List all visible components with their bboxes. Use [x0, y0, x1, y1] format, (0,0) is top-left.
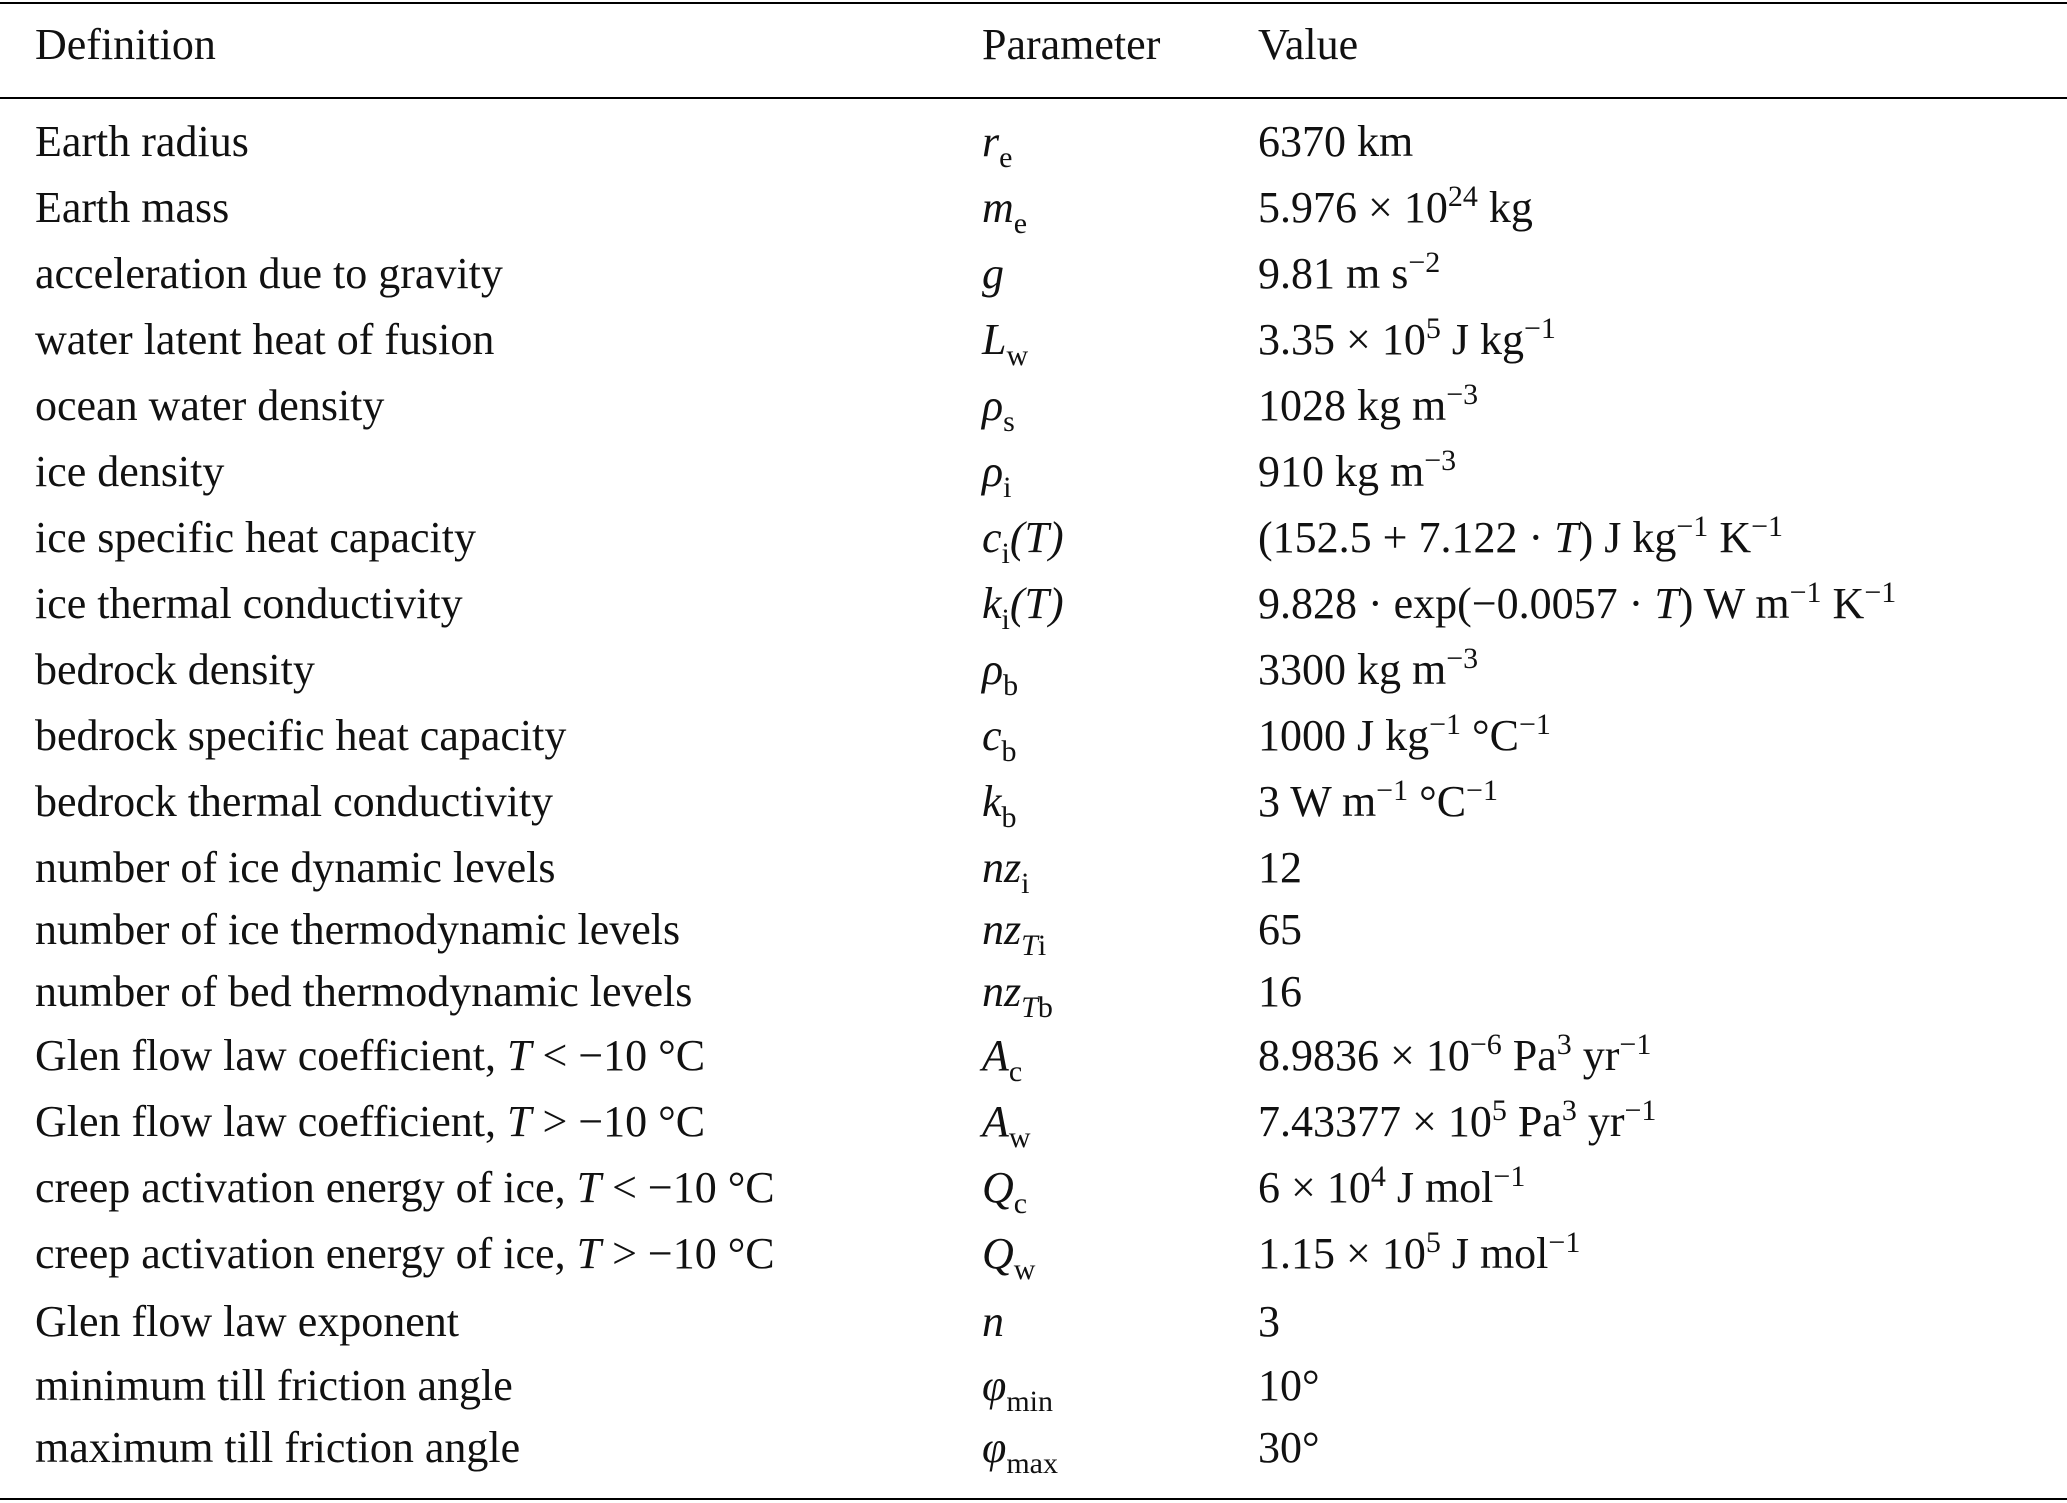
- parameter-cell: $m_e$: [982, 183, 1028, 240]
- parameter-cell: $k_i(T)$: [982, 579, 1064, 636]
- table-row: [0, 703, 2067, 769]
- header-parameter: Parameter: [982, 20, 1161, 69]
- value-cell: 6370 km: [1258, 117, 1414, 166]
- value-cell: $3.35 \times 10^5$ J $kg^{-1}$: [1258, 311, 1556, 364]
- table-row: [0, 769, 2067, 835]
- definition-cell: number of bed thermodynamic levels: [35, 967, 693, 1016]
- definition-cell: number of ice thermodynamic levels: [35, 905, 681, 954]
- parameter-cell: $c_i(T)$: [982, 513, 1064, 570]
- value-cell: 910 kg $m^{-3}$: [1258, 443, 1457, 496]
- header-rule: [0, 97, 2067, 99]
- definition-cell: bedrock thermal conductivity: [35, 777, 554, 826]
- definition-cell: acceleration due to gravity: [35, 249, 503, 298]
- definition-cell: Glen flow law exponent: [35, 1297, 459, 1346]
- table-row: [0, 109, 2067, 175]
- value-cell: 16: [1258, 967, 1302, 1016]
- table-row: [0, 307, 2067, 373]
- value-cell: 30°: [1258, 1423, 1320, 1472]
- value-cell: $8.9836 \times 10^{-6}$ Pa$^3$ $yr^{-1}$: [1258, 1027, 1652, 1080]
- table-row: [0, 571, 2067, 637]
- parameter-cell: $\rho_s$: [982, 381, 1015, 438]
- parameter-cell: $c_b$: [982, 711, 1017, 768]
- table-row: [0, 1155, 2067, 1221]
- parameter-cell: $nz_{Tb}$: [982, 967, 1053, 1024]
- definition-cell: creep activation energy of ice, T < −10 °C: [35, 1163, 775, 1212]
- value-cell: 65: [1258, 905, 1302, 954]
- table-row: [0, 1221, 2067, 1287]
- definition-cell: ocean water density: [35, 381, 385, 430]
- parameter-cell: $\varphi_{max}$: [982, 1423, 1058, 1480]
- value-cell: 9.81 m $s^{-2}$: [1258, 245, 1441, 298]
- definition-cell: ice density: [35, 447, 225, 496]
- value-cell: 1000 J $kg^{-1}$ $^\circ C^{-1}$: [1258, 707, 1551, 760]
- value-cell: $5.976 \times 10^{24}$ kg: [1258, 179, 1533, 232]
- table-row: [0, 175, 2067, 241]
- value-cell: 3300 kg $m^{-3}$: [1258, 641, 1479, 694]
- definition-cell: water latent heat of fusion: [35, 315, 495, 364]
- definition-cell: ice specific heat capacity: [35, 513, 476, 562]
- value-cell: 10°: [1258, 1361, 1320, 1410]
- value-cell: 1028 kg $m^{-3}$: [1258, 377, 1479, 430]
- table-row: [0, 439, 2067, 505]
- top-rule: [0, 2, 2067, 4]
- table-row: [0, 959, 2067, 1025]
- table-row: [0, 1023, 2067, 1089]
- definition-cell: creep activation energy of ice, T > −10 °C: [35, 1229, 775, 1278]
- table-row: [0, 637, 2067, 703]
- definition-cell: bedrock density: [35, 645, 315, 694]
- definition-cell: number of ice dynamic levels: [35, 843, 556, 892]
- table-row: [0, 897, 2067, 963]
- value-cell: $7.43377 \times 10^5$ Pa$^3$ $yr^{-1}$: [1258, 1093, 1657, 1146]
- definition-cell: maximum till friction angle: [35, 1423, 521, 1472]
- parameter-cell: $k_b$: [982, 777, 1017, 834]
- parameter-cell: $\varphi_{min}$: [982, 1361, 1054, 1418]
- value-cell: (152.5 + 7.122 · T) J $kg^{-1}$ $K^{-1}$: [1258, 509, 1784, 562]
- value-cell: 3: [1258, 1297, 1280, 1346]
- header-definition: Definition: [35, 20, 216, 69]
- parameter-cell: $L_w$: [982, 315, 1029, 372]
- parameter-cell: $Q_w$: [982, 1229, 1036, 1286]
- definition-cell: Earth mass: [35, 183, 230, 232]
- value-cell: 3 W $m^{-1}$ $^\circ C^{-1}$: [1258, 773, 1498, 826]
- table-row: [0, 241, 2067, 307]
- definition-cell: Glen flow law coefficient, T < −10 °C: [35, 1031, 706, 1080]
- parameter-cell: g: [982, 249, 1004, 298]
- parameter-cell: $Q_c$: [982, 1163, 1028, 1220]
- parameter-cell: n: [982, 1297, 1004, 1346]
- definition-cell: minimum till friction angle: [35, 1361, 513, 1410]
- value-cell: $6 \times 10^4$ J mol$^{-1}$: [1258, 1159, 1526, 1212]
- value-cell: 9.828 · exp(−0.0057 · T) W $m^{-1}$ $K^{-1}$: [1258, 575, 1897, 628]
- definition-cell: Glen flow law coefficient, T > −10 °C: [35, 1097, 706, 1146]
- table-row: [0, 1415, 2067, 1481]
- header-row: [0, 12, 2067, 78]
- header-value: Value: [1258, 20, 1359, 69]
- parameter-cell: $nz_{Ti}$: [982, 905, 1047, 962]
- parameter-cell: $nz_i$: [982, 843, 1030, 900]
- table-row: [0, 1353, 2067, 1419]
- definition-cell: Earth radius: [35, 117, 249, 166]
- table-row: [0, 835, 2067, 901]
- parameter-cell: $A_w$: [982, 1097, 1031, 1154]
- bottom-rule: [0, 1498, 2067, 1500]
- parameter-cell: $A_c$: [982, 1031, 1023, 1088]
- value-cell: 12: [1258, 843, 1302, 892]
- value-cell: $1.15 \times 10^5$ J mol$^{-1}$: [1258, 1225, 1581, 1278]
- definition-cell: bedrock specific heat capacity: [35, 711, 567, 760]
- table-row: [0, 505, 2067, 571]
- table-row: [0, 1289, 2067, 1355]
- table-row: [0, 373, 2067, 439]
- definition-cell: ice thermal conductivity: [35, 579, 463, 628]
- parameter-cell: $\rho_i$: [982, 447, 1012, 504]
- parameter-cell: $r_e$: [982, 117, 1013, 174]
- table-row: [0, 1089, 2067, 1155]
- parameter-cell: $\rho_b$: [982, 645, 1019, 702]
